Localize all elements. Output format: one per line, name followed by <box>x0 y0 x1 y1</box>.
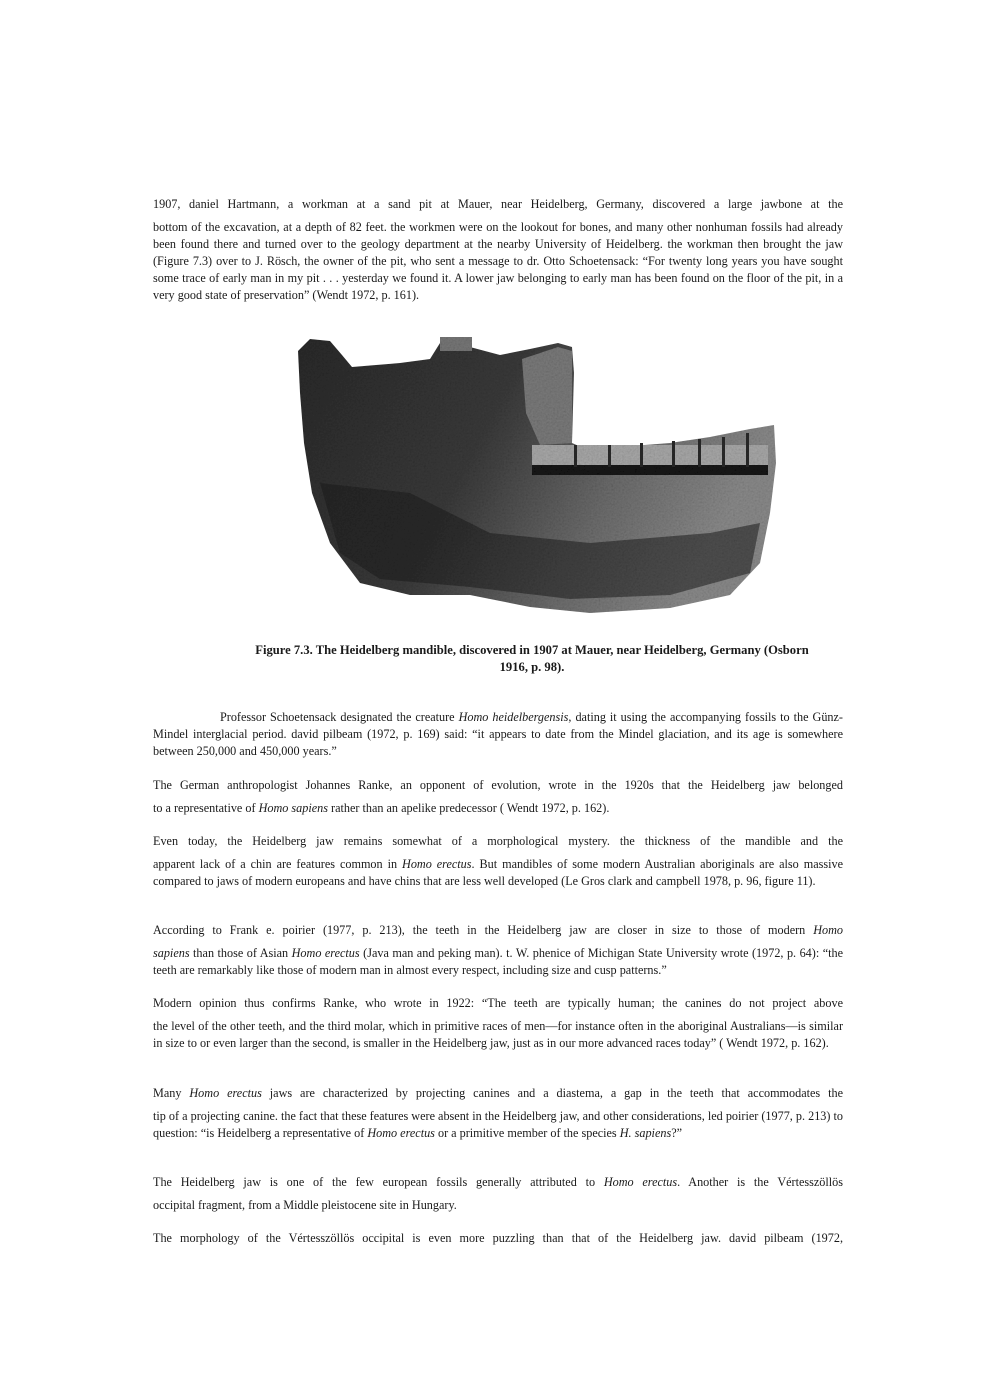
paragraph-discovery <box>153 196 843 304</box>
text-run: jaws are characterized by projecting canines and a diastema, a gap in the teeth that accommodates the <box>261 1086 843 1100</box>
paragraph-body: occipital fragment, from a Middle pleistocene site in Hungary. <box>153 1198 457 1212</box>
paragraph-first-line: The German anthropologist Johannes Ranke, an opponent of evolution, wrote in the 1920s that the Heidelberg jaw belonged <box>153 778 843 792</box>
paragraph-first-line <box>153 922 843 939</box>
text-run: or a primitive member of the species <box>434 1126 620 1140</box>
species-name: H. sapiens <box>619 1126 672 1140</box>
teeth-row <box>532 445 768 465</box>
text-run: According to Frank e. poirier (1977, p. 213), the teeth in the Heidelberg jaw are closer in size to those of modern <box>153 923 814 937</box>
paragraph-vertesszollos <box>153 1174 843 1214</box>
figure-caption <box>222 642 842 676</box>
figure-heidelberg-mandible <box>290 333 780 628</box>
paragraph-first-line <box>153 1174 843 1191</box>
species-name: Homo erectus <box>367 1126 435 1140</box>
paragraph-first-line: The morphology of the Vértesszöllös occipital is even more puzzling than that of the Heidelberg jaw. david pilbeam (1972, <box>153 1231 843 1245</box>
paragraph-first-line: 1907, daniel Hartmann, a workman at a sand pit at Mauer, near Heidelberg, Germany, discovered a large jawbone at the <box>153 197 843 211</box>
species-name: Homo heidelbergensis <box>458 710 569 724</box>
paragraph-first-line <box>153 1085 843 1102</box>
text-run: , dating it using the accompanying fossils to the Günz-Mindel interglacial period. david pilbeam (1972, p. 169) said: “it appears to date from the Mindel glaciation, and its age is somewhere between 250,000 and 450,000 years.” <box>153 710 843 758</box>
text-run: (Java man and peking man). t. W. phenice of Michigan State University wrote (1972, p. 64): “the teeth are remarkably like those of modern man in almost every respect, including size and cusp patterns.” <box>153 946 843 977</box>
mandible-photo <box>290 333 780 628</box>
text-run: ?” <box>671 1126 683 1140</box>
text-run: Professor Schoetensack designated the creature <box>220 710 459 724</box>
text-run: . But mandibles of some modern Australian aboriginals are also massive compared to jaws of modern europeans and have chins that are less well developed (Le Gros clark and campbell 1978, p. 96, figure 11). <box>153 857 843 888</box>
species-name: Homo erectus <box>402 857 472 871</box>
text-run: . Another is the Vértesszöllös <box>677 1175 843 1189</box>
text-run: than those of Asian <box>189 946 292 960</box>
paragraph-poirier-teeth <box>153 922 843 979</box>
paragraph-body: bottom of the excavation, at a depth of 82 feet. the workmen were on the lookout for bones, and many other nonhuman fossils had already been found there and turned over to the geology department at the nearby University of Heidelberg. the workman then brought the jaw (Figure 7.3) over to J. Rösch, the owner of the pit, who sent a message to dr. Otto Schoetensack: “For twenty long years you have sought some trace of early man in my pit . . . yesterday we found it. A lower jaw belonging to early man has been found on the floor of the pit, in a very good state of preservation” (Wendt 1972, p. 161). <box>153 220 843 302</box>
paragraph-occipital-morphology <box>153 1230 843 1253</box>
text-run: apparent lack of a chin are features common in <box>153 857 403 871</box>
paragraph-ranke-1922 <box>153 995 843 1052</box>
species-name: Homo erectus <box>189 1086 262 1100</box>
text-run: Many <box>153 1086 190 1100</box>
paragraph-first-line: Even today, the Heidelberg jaw remains somewhat of a morphological mystery. the thickness of the mandible and the <box>153 834 843 848</box>
text-run: to a representative of <box>153 801 259 815</box>
species-name: Homo erectus <box>603 1175 678 1189</box>
paragraph-first-line: Modern opinion thus confirms Ranke, who wrote in 1922: “The teeth are typically human; the canines do not project above <box>153 996 843 1010</box>
species-name: sapiens <box>153 946 190 960</box>
text-run: The Heidelberg jaw is one of the few european fossils generally attributed to <box>153 1175 604 1189</box>
paragraph-body: the level of the other teeth, and the third molar, which in primitive races of men—for instance often in the aboriginal Australians—is similar in size to or even larger than the second, is smaller in the Heidelberg jaw, just as in our more advanced races today” ( Wendt 1972, p. 162). <box>153 1019 843 1050</box>
caption-line-2: 1916, p. 98). <box>499 660 565 674</box>
species-name: Homo <box>813 923 843 937</box>
species-name: Homo erectus <box>291 946 360 960</box>
paragraph-projecting-canines <box>153 1085 843 1142</box>
caption-line-1: Figure 7.3. The Heidelberg mandible, discovered in 1907 at Mauer, near Heidelberg, Germany (Osborn <box>255 643 809 657</box>
paragraph-ranke <box>153 777 843 817</box>
text-run: rather than an apelike predecessor ( Wendt 1972, p. 162). <box>327 801 610 815</box>
text-run: tip of a projecting canine. the fact that these features were absent in the Heidelberg jaw, and other considerations, led poirier (1977, p. 213) to question: “is Heidelberg a representative of <box>153 1109 843 1140</box>
species-name: Homo sapiens <box>258 801 328 815</box>
paragraph-homo-heidelbergensis <box>153 709 843 760</box>
paragraph-morphological-mystery <box>153 833 843 890</box>
